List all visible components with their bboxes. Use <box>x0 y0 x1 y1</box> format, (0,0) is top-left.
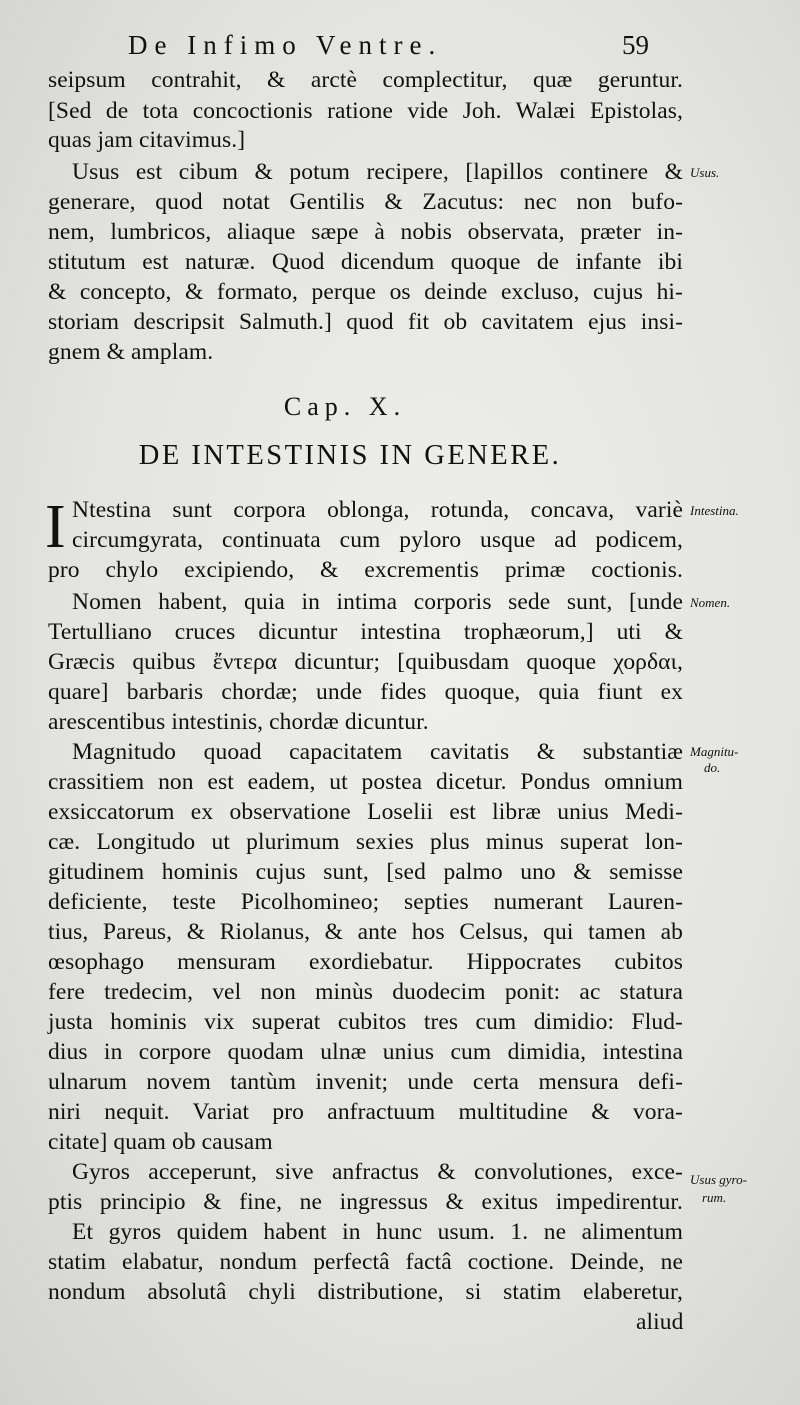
running-title: De Infimo Ventre. <box>128 30 443 60</box>
text-line: ptis principio & fine, ne ingressus & exitus impedirentur. <box>48 1189 683 1215</box>
text-line: storiam descripsit Salmuth.] quod fit ob cavitatem ejus insi- <box>48 309 683 335</box>
text-line: circumgyrata, continuata cum pyloro usque ad podicem, <box>72 527 683 553</box>
text-line: œsophago mensuram exordiebatur. Hippocrates cubitos <box>48 949 683 975</box>
text-line: justa hominis vix superat cubitos tres cum dimidio: Flud- <box>48 1009 683 1035</box>
text-line: cæ. Longitudo ut plurimum sexies plus minus superat lon- <box>48 829 683 855</box>
text-line: Et gyros quidem habent in hunc usum. 1. ne alimentum <box>72 1219 683 1245</box>
text-line: citate] quam ob causam <box>48 1129 273 1155</box>
text-line: nem, lumbricos, aliaque sæpe à nobis observata, præter in- <box>48 219 683 245</box>
text-line: crassitiem non est eadem, ut postea dicetur. Pondus omnium <box>48 769 683 795</box>
text-line: deficiente, teste Picolhomineo; septies numerant Lauren- <box>48 889 683 915</box>
margin-note-magnitudo-cont: do. <box>704 760 721 775</box>
text-line: statim elabatur, nondum perfectâ factâ coctione. Deinde, ne <box>48 1249 683 1275</box>
chapter-title: DE INTESTINIS IN GENERE. <box>138 440 562 471</box>
text-line: Tertulliano cruces dicuntur intestina trophæorum,] uti & <box>48 619 683 645</box>
text-line: nondum absolutâ chyli distributione, si statim elaberetur, <box>48 1279 683 1305</box>
text-line: Gyros acceperunt, sive anfractus & convolutiones, exce- <box>72 1159 683 1185</box>
text-line: quas jam citavimus.] <box>48 127 246 153</box>
margin-note-usus-gyrorum-cont: rum. <box>702 1190 727 1205</box>
chapter-number: Cap. X. <box>283 392 407 421</box>
text-line: tius, Pareus, & Riolanus, & ante hos Celsus, qui tamen ab <box>48 919 683 945</box>
text-line: Nomen habent, quia in intima corporis sede sunt, [unde <box>72 589 683 615</box>
text-line: Usus est cibum & potum recipere, [lapillos continere & <box>72 159 683 185</box>
margin-note-usus-gyrorum: Usus gyro- <box>690 1172 747 1187</box>
text-line: ulnarum novem tantùm invenit; unde certa mensura defi- <box>48 1069 683 1095</box>
text-line: seipsum contrahit, & arctè complectitur, quæ geruntur. <box>48 67 683 93</box>
text-line: dius in corpore quodam ulnæ unius cum dimidia, intestina <box>48 1039 683 1065</box>
text-line: niri nequit. Variat pro anfractuum multitudine & vora- <box>48 1099 683 1125</box>
text-line: gitudinem hominis cujus sunt, [sed palmo uno & semisse <box>48 859 683 885</box>
drop-capital: I <box>45 493 66 561</box>
text-line: [Sed de tota concoctionis ratione vide Joh. Walæi Epistolas, <box>48 98 683 124</box>
text-line: Magnitudo quoad capacitatem cavitatis & substantiæ <box>72 739 683 765</box>
text-line: exsiccatorum ex observatione Loselii est libræ unius Medi- <box>48 799 683 825</box>
text-line: Ntestina sunt corpora oblonga, rotunda, concava, variè <box>72 497 683 523</box>
margin-note-magnitudo: Magnitu- <box>690 744 739 759</box>
page-number: 59 <box>622 30 649 60</box>
text-line: pro chylo excipiendo, & excrementis primæ coctionis. <box>48 557 683 583</box>
margin-note-nomen: Nomen. <box>690 595 731 610</box>
text-line: & concepto, & formato, perque os deinde excluso, cujus hi- <box>48 279 683 305</box>
catchword: aliud <box>636 1309 684 1335</box>
text-line: generare, quod notat Gentilis & Zacutus: nec non bufo- <box>48 189 683 215</box>
text-line: quare] barbaris chordæ; unde fides quoque, quia fiunt ex <box>48 679 683 705</box>
margin-note-usus: Usus. <box>690 165 720 180</box>
text-line: stitutum est naturæ. Quod dicendum quoque de infante ibi <box>48 249 683 275</box>
text-line: arescentibus intestinis, chordæ dicuntur. <box>48 709 429 735</box>
margin-note-intestina: Intestina. <box>690 503 739 518</box>
text-line: fere tredecim, vel non minùs duodecim ponit: ac statura <box>48 979 683 1005</box>
text-line: gnem & amplam. <box>48 339 214 365</box>
text-line: Græcis quibus ἔντερα dicuntur; [quibusdam quoque χορδαι, <box>48 649 683 675</box>
